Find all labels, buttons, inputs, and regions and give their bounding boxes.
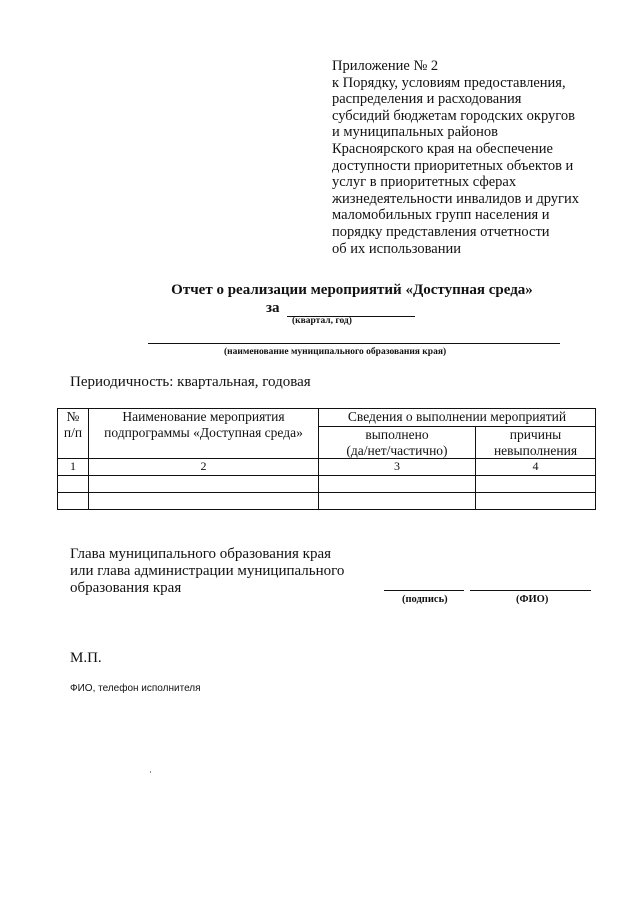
header-done-cell <box>319 427 476 459</box>
report-table <box>57 408 596 510</box>
annex-line: Приложение № 2 <box>332 58 439 74</box>
report-title: Отчет о реализации мероприятий «Доступная среда» <box>171 282 533 298</box>
table-cell <box>58 492 89 509</box>
header-reason-cell <box>476 427 596 459</box>
signature-fill-line <box>384 590 464 591</box>
annex-line: жизнедеятельности инвалидов и других <box>332 190 580 207</box>
header-name-cell <box>89 409 319 459</box>
table-row <box>58 475 596 492</box>
table-header-row <box>58 409 596 427</box>
header-done-line2: (да/нет/частично) <box>346 442 448 458</box>
table-row <box>58 492 596 509</box>
municipality-fill-line <box>148 343 560 344</box>
annex-line: к Порядку, условиям предоставления, <box>332 74 566 91</box>
name-caption: (ФИО) <box>516 594 549 605</box>
annex-heading <box>332 58 622 257</box>
column-number: 2 <box>89 459 319 476</box>
periodicity-text: Периодичность: квартальная, годовая <box>70 374 311 390</box>
period-row <box>266 300 415 317</box>
header-done-line1: выполнено <box>365 427 429 442</box>
signer-block <box>70 546 344 596</box>
annex-line: порядку представления отчетности <box>332 223 550 240</box>
table-cell <box>476 475 596 492</box>
table-cell <box>89 475 319 492</box>
period-caption: (квартал, год) <box>292 316 352 326</box>
header-reason-line1: причины <box>509 427 562 442</box>
header-num-cell <box>58 409 89 459</box>
column-number: 1 <box>58 459 89 476</box>
column-number: 3 <box>319 459 476 476</box>
annex-line: субсидий бюджетам городских округов <box>332 107 575 124</box>
header-reason-line2: невыполнения <box>493 442 578 458</box>
period-prefix: за <box>266 300 280 316</box>
scan-speck <box>150 771 151 773</box>
annex-line: Красноярского края на обеспечение <box>332 140 553 157</box>
annex-line: услуг в приоритетных сферах <box>332 174 517 191</box>
table-column-numbers-row <box>58 459 596 476</box>
executor-info: ФИО, телефон исполнителя <box>70 683 201 694</box>
annex-line: и муниципальных районов <box>332 124 498 141</box>
header-name-line2: подпрограммы «Доступная среда» <box>104 424 303 440</box>
name-fill-line <box>470 590 591 591</box>
signature-caption: (подпись) <box>402 594 448 605</box>
header-num-line1: № <box>66 409 80 424</box>
column-number: 4 <box>476 459 596 476</box>
period-fill-line <box>287 302 415 317</box>
header-name-line1: Наименование мероприятия <box>122 409 285 424</box>
table-cell <box>58 475 89 492</box>
header-info-cell: Сведения о выполнении мероприятий <box>319 409 596 427</box>
stamp-place: М.П. <box>70 650 102 666</box>
table-cell <box>319 475 476 492</box>
annex-line: маломобильных групп населения и <box>332 207 550 224</box>
signer-line: или глава администрации муниципального <box>70 562 345 579</box>
header-num-line2: п/п <box>63 424 83 440</box>
annex-line: об их использовании <box>332 240 462 257</box>
table-cell <box>319 492 476 509</box>
signer-line: образования края <box>70 579 182 596</box>
annex-line: распределения и расходования <box>332 91 522 108</box>
table-cell <box>89 492 319 509</box>
signer-line: Глава муниципального образования края <box>70 546 331 562</box>
table-cell <box>476 492 596 509</box>
annex-line: доступности приоритетных объектов и <box>332 157 574 174</box>
municipality-caption: (наименование муниципального образования края) <box>224 347 447 357</box>
